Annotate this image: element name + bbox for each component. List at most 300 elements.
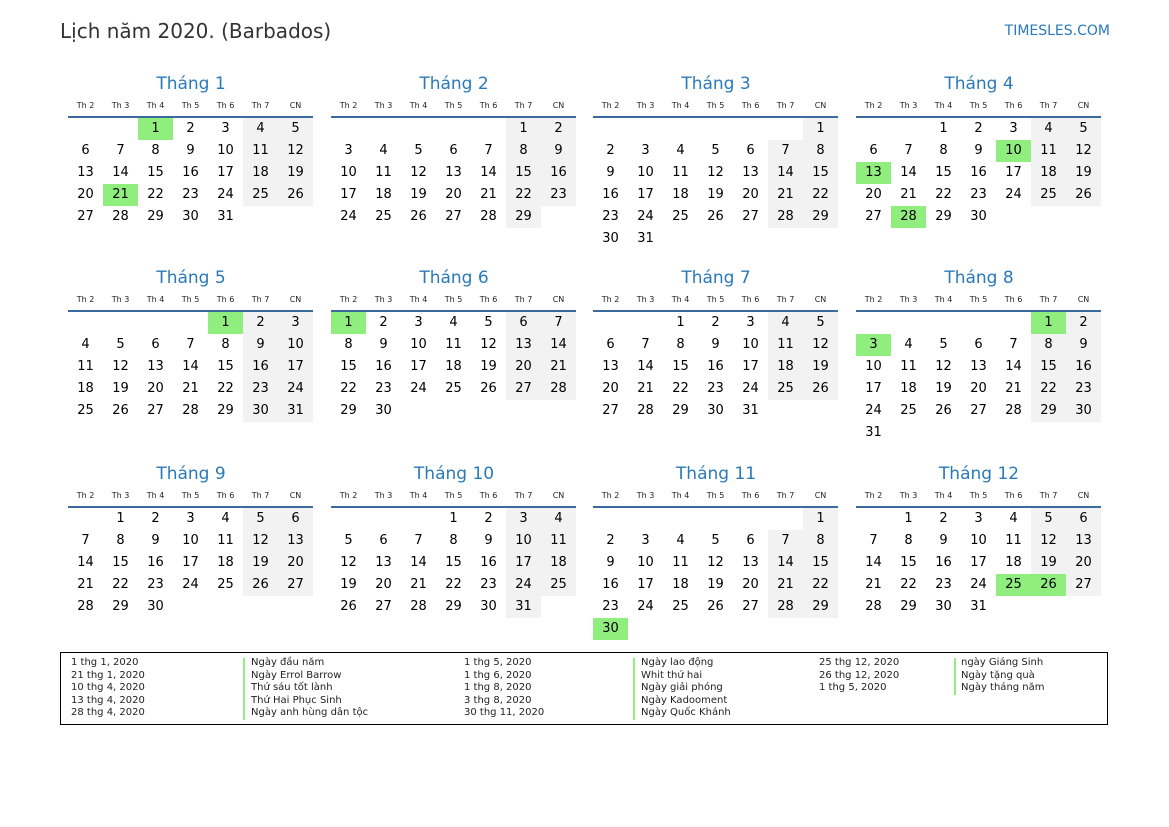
day-cell: 4 bbox=[904, 337, 913, 352]
day-cell: 5 bbox=[484, 315, 493, 330]
day-cell: 25 bbox=[672, 599, 689, 614]
day-cell: 19 bbox=[935, 381, 952, 396]
day-cell: 26 bbox=[803, 378, 838, 400]
day-cell: 6 bbox=[1066, 508, 1101, 530]
holiday-day-cell: 1 bbox=[138, 118, 173, 140]
day-cell: 24 bbox=[340, 209, 357, 224]
day-cell: 23 bbox=[935, 577, 952, 592]
month-11 bbox=[593, 462, 839, 640]
empty-cell bbox=[856, 312, 891, 334]
day-cell: 20 bbox=[278, 552, 313, 574]
day-cell: 2 bbox=[974, 121, 983, 136]
day-cell: 9 bbox=[541, 140, 576, 162]
empty-cell bbox=[926, 312, 961, 334]
site-link[interactable]: TIMESLES.COM bbox=[1004, 23, 1110, 39]
day-cell: 26 bbox=[480, 381, 497, 396]
day-cell: 28 bbox=[637, 403, 654, 418]
day-cell: 22 bbox=[672, 381, 689, 396]
day-cell: 16 bbox=[541, 162, 576, 184]
weekday-label: Th 2 bbox=[864, 491, 883, 500]
weekday-label: CN bbox=[552, 491, 565, 500]
day-cell: 20 bbox=[742, 187, 759, 202]
day-cell: 11 bbox=[1005, 533, 1022, 548]
day-cell: 4 bbox=[449, 315, 458, 330]
day-cell: 24 bbox=[742, 381, 759, 396]
weekday-label: Th 7 bbox=[514, 491, 533, 500]
empty-cell bbox=[103, 312, 138, 334]
day-cell: 18 bbox=[1005, 555, 1022, 570]
day-cell: 17 bbox=[410, 359, 427, 374]
day-cell: 11 bbox=[900, 359, 917, 374]
weekday-label: Th 2 bbox=[76, 101, 95, 110]
day-cell: 1 bbox=[449, 511, 458, 526]
day-cell: 23 bbox=[243, 378, 278, 400]
day-cell: 10 bbox=[637, 555, 654, 570]
day-cell: 5 bbox=[939, 337, 948, 352]
day-cell: 29 bbox=[803, 206, 838, 228]
weekday-label: Th 4 bbox=[934, 295, 953, 304]
day-cell: 16 bbox=[480, 555, 497, 570]
day-cell: 25 bbox=[541, 574, 576, 596]
page-title: Lịch năm 2020. (Barbados) bbox=[60, 19, 332, 43]
day-cell: 2 bbox=[606, 143, 615, 158]
day-cell: 3 bbox=[186, 511, 195, 526]
day-cell: 9 bbox=[606, 555, 615, 570]
day-cell: 22 bbox=[1031, 378, 1066, 400]
weekday-label: Th 6 bbox=[216, 295, 235, 304]
day-cell: 21 bbox=[768, 574, 803, 596]
day-cell: 18 bbox=[243, 162, 278, 184]
weekday-label: Th 4 bbox=[671, 491, 690, 500]
day-cell: 26 bbox=[707, 599, 724, 614]
day-cell: 14 bbox=[112, 165, 129, 180]
weekday-label: Th 6 bbox=[1004, 491, 1023, 500]
legend-holiday-marker bbox=[633, 658, 635, 720]
month-7 bbox=[593, 266, 839, 422]
day-cell: 13 bbox=[970, 359, 987, 374]
day-cell: 8 bbox=[116, 533, 125, 548]
weekday-header bbox=[593, 99, 839, 113]
day-cell: 24 bbox=[637, 209, 654, 224]
day-cell: 8 bbox=[803, 530, 838, 552]
holiday-day-cell: 13 bbox=[856, 162, 891, 184]
day-cell: 26 bbox=[112, 403, 129, 418]
day-cell: 25 bbox=[375, 209, 392, 224]
weekday-label: Th 3 bbox=[111, 101, 130, 110]
weekday-header bbox=[68, 99, 314, 113]
holiday-day-cell: 25 bbox=[996, 574, 1031, 596]
day-cell: 18 bbox=[1031, 162, 1066, 184]
day-cell: 25 bbox=[217, 577, 234, 592]
day-cell: 14 bbox=[1005, 359, 1022, 374]
weekday-label: Th 6 bbox=[741, 295, 760, 304]
day-cell: 16 bbox=[147, 555, 164, 570]
day-cell: 6 bbox=[506, 312, 541, 334]
day-cell: 25 bbox=[1031, 184, 1066, 206]
empty-cell bbox=[768, 508, 803, 530]
month-4 bbox=[856, 72, 1102, 228]
weekday-label: Th 2 bbox=[339, 101, 358, 110]
legend-holiday-marker bbox=[243, 658, 245, 720]
day-cell: 6 bbox=[449, 143, 458, 158]
empty-cell bbox=[733, 118, 768, 140]
day-cell: 26 bbox=[410, 209, 427, 224]
day-cell: 15 bbox=[217, 359, 234, 374]
day-cell: 29 bbox=[506, 206, 541, 228]
weekday-label: Th 7 bbox=[776, 295, 795, 304]
day-cell: 17 bbox=[340, 187, 357, 202]
weekday-label: Th 7 bbox=[514, 101, 533, 110]
day-cell: 23 bbox=[541, 184, 576, 206]
day-cell: 31 bbox=[506, 596, 541, 618]
weekday-label: Th 5 bbox=[706, 295, 725, 304]
day-cell: 26 bbox=[935, 403, 952, 418]
day-cell: 7 bbox=[904, 143, 913, 158]
day-cell: 31 bbox=[970, 599, 987, 614]
day-grid bbox=[593, 508, 839, 640]
day-cell: 2 bbox=[151, 511, 160, 526]
legend-holiday-name: Ngày Errol Barrow bbox=[251, 669, 342, 681]
month-title: Tháng 12 bbox=[938, 464, 1020, 484]
day-cell: 15 bbox=[803, 552, 838, 574]
day-cell: 12 bbox=[243, 530, 278, 552]
day-cell: 9 bbox=[186, 143, 195, 158]
legend-holiday-name: Thứ sáu tốt lành bbox=[251, 682, 333, 694]
month-3 bbox=[593, 72, 839, 250]
day-cell: 11 bbox=[445, 337, 462, 352]
day-cell: 22 bbox=[340, 381, 357, 396]
day-cell: 8 bbox=[449, 533, 458, 548]
day-cell: 27 bbox=[742, 209, 759, 224]
weekday-label: Th 3 bbox=[636, 491, 655, 500]
day-cell: 3 bbox=[641, 533, 650, 548]
day-cell: 29 bbox=[1031, 400, 1066, 422]
day-cell: 7 bbox=[869, 533, 878, 548]
day-cell: 20 bbox=[602, 381, 619, 396]
day-cell: 13 bbox=[506, 334, 541, 356]
weekday-label: Th 2 bbox=[601, 491, 620, 500]
weekday-label: Th 6 bbox=[479, 491, 498, 500]
day-cell: 31 bbox=[278, 400, 313, 422]
day-cell: 30 bbox=[243, 400, 278, 422]
day-cell: 15 bbox=[935, 165, 952, 180]
empty-cell bbox=[628, 118, 663, 140]
day-cell: 19 bbox=[278, 162, 313, 184]
day-cell: 7 bbox=[414, 533, 423, 548]
day-cell: 15 bbox=[672, 359, 689, 374]
day-cell: 22 bbox=[803, 574, 838, 596]
day-grid bbox=[856, 312, 1102, 444]
month-9 bbox=[68, 462, 314, 618]
day-cell: 19 bbox=[1031, 552, 1066, 574]
day-cell: 23 bbox=[480, 577, 497, 592]
day-cell: 9 bbox=[974, 143, 983, 158]
legend-date: 25 thg 12, 2020 bbox=[819, 657, 900, 668]
weekday-header bbox=[331, 293, 577, 307]
day-cell: 23 bbox=[970, 187, 987, 202]
day-cell: 5 bbox=[243, 508, 278, 530]
day-cell: 10 bbox=[637, 165, 654, 180]
weekday-label: Th 4 bbox=[671, 101, 690, 110]
weekday-header bbox=[68, 489, 314, 503]
weekday-header bbox=[331, 99, 577, 113]
weekday-label: Th 4 bbox=[409, 491, 428, 500]
day-cell: 18 bbox=[217, 555, 234, 570]
weekday-label: Th 3 bbox=[636, 101, 655, 110]
day-cell: 25 bbox=[672, 209, 689, 224]
day-cell: 17 bbox=[506, 552, 541, 574]
weekday-label: Th 6 bbox=[216, 491, 235, 500]
day-cell: 15 bbox=[506, 162, 541, 184]
day-cell: 14 bbox=[637, 359, 654, 374]
day-cell: 4 bbox=[379, 143, 388, 158]
legend-date: 28 thg 4, 2020 bbox=[71, 707, 145, 719]
weekday-label: Th 6 bbox=[216, 101, 235, 110]
weekday-header bbox=[856, 293, 1102, 307]
legend-names-column bbox=[641, 657, 731, 720]
weekday-label: Th 6 bbox=[479, 101, 498, 110]
day-cell: 9 bbox=[711, 337, 720, 352]
legend-holiday-name: Ngày lao động bbox=[641, 657, 714, 668]
empty-cell bbox=[593, 508, 628, 530]
weekday-label: Th 2 bbox=[864, 295, 883, 304]
day-cell: 26 bbox=[243, 574, 278, 596]
day-cell: 12 bbox=[278, 140, 313, 162]
day-cell: 29 bbox=[445, 599, 462, 614]
weekday-label: Th 5 bbox=[969, 101, 988, 110]
day-cell: 9 bbox=[606, 165, 615, 180]
day-cell: 24 bbox=[217, 187, 234, 202]
day-cell: 11 bbox=[217, 533, 234, 548]
day-cell: 2 bbox=[711, 315, 720, 330]
day-cell: 10 bbox=[340, 165, 357, 180]
day-cell: 11 bbox=[672, 165, 689, 180]
day-cell: 26 bbox=[278, 184, 313, 206]
day-cell: 20 bbox=[970, 381, 987, 396]
day-cell: 6 bbox=[278, 508, 313, 530]
day-grid bbox=[68, 312, 314, 422]
weekday-label: CN bbox=[289, 101, 302, 110]
day-cell: 11 bbox=[672, 555, 689, 570]
day-cell: 12 bbox=[707, 165, 724, 180]
day-cell: 28 bbox=[768, 596, 803, 618]
empty-cell bbox=[366, 118, 401, 140]
day-cell: 14 bbox=[182, 359, 199, 374]
empty-cell bbox=[173, 312, 208, 334]
empty-cell bbox=[698, 508, 733, 530]
day-cell: 24 bbox=[278, 378, 313, 400]
day-cell: 6 bbox=[746, 533, 755, 548]
weekday-label: Th 3 bbox=[374, 491, 393, 500]
legend-date: 1 thg 5, 2020 bbox=[464, 657, 532, 668]
day-cell: 25 bbox=[243, 184, 278, 206]
day-cell: 15 bbox=[1031, 356, 1066, 378]
day-cell: 17 bbox=[637, 577, 654, 592]
month-title: Tháng 7 bbox=[681, 268, 751, 288]
day-cell: 8 bbox=[1031, 334, 1066, 356]
day-cell: 14 bbox=[865, 555, 882, 570]
weekday-label: Th 7 bbox=[776, 491, 795, 500]
weekday-label: Th 3 bbox=[374, 101, 393, 110]
day-cell: 3 bbox=[506, 508, 541, 530]
weekday-label: Th 3 bbox=[636, 295, 655, 304]
legend-holiday-name: Thứ Hai Phục Sinh bbox=[251, 694, 342, 706]
day-cell: 10 bbox=[865, 359, 882, 374]
empty-cell bbox=[138, 312, 173, 334]
empty-cell bbox=[891, 118, 926, 140]
empty-cell bbox=[593, 312, 628, 334]
day-cell: 21 bbox=[900, 187, 917, 202]
day-cell: 7 bbox=[641, 337, 650, 352]
day-cell: 8 bbox=[506, 140, 541, 162]
month-12 bbox=[856, 462, 1102, 618]
day-cell: 24 bbox=[865, 403, 882, 418]
day-cell: 14 bbox=[541, 334, 576, 356]
day-cell: 23 bbox=[375, 381, 392, 396]
weekday-label: CN bbox=[289, 491, 302, 500]
day-cell: 29 bbox=[112, 599, 129, 614]
month-title: Tháng 1 bbox=[156, 74, 226, 94]
day-cell: 23 bbox=[1066, 378, 1101, 400]
day-cell: 6 bbox=[974, 337, 983, 352]
weekday-header bbox=[331, 489, 577, 503]
day-cell: 26 bbox=[707, 209, 724, 224]
day-cell: 13 bbox=[1066, 530, 1101, 552]
day-cell: 10 bbox=[217, 143, 234, 158]
day-cell: 24 bbox=[506, 574, 541, 596]
legend-date: 1 thg 5, 2020 bbox=[819, 682, 887, 694]
day-cell: 28 bbox=[112, 209, 129, 224]
day-cell: 2 bbox=[186, 121, 195, 136]
day-cell: 18 bbox=[672, 187, 689, 202]
day-cell: 5 bbox=[711, 143, 720, 158]
weekday-label: CN bbox=[1077, 295, 1090, 304]
weekday-label: Th 3 bbox=[111, 491, 130, 500]
legend-names-column bbox=[251, 657, 368, 720]
weekday-header bbox=[593, 293, 839, 307]
day-cell: 18 bbox=[77, 381, 94, 396]
weekday-label: Th 2 bbox=[76, 295, 95, 304]
day-cell: 6 bbox=[81, 143, 90, 158]
month-6 bbox=[331, 266, 577, 422]
day-grid bbox=[68, 508, 314, 618]
weekday-label: Th 5 bbox=[444, 295, 463, 304]
day-cell: 29 bbox=[340, 403, 357, 418]
month-title: Tháng 4 bbox=[944, 74, 1014, 94]
day-cell: 16 bbox=[602, 577, 619, 592]
day-cell: 18 bbox=[375, 187, 392, 202]
day-cell: 11 bbox=[243, 140, 278, 162]
day-cell: 10 bbox=[182, 533, 199, 548]
empty-cell bbox=[856, 508, 891, 530]
day-cell: 4 bbox=[541, 508, 576, 530]
day-cell: 21 bbox=[480, 187, 497, 202]
legend-holiday-name: Ngày anh hùng dân tộc bbox=[251, 707, 369, 719]
day-cell: 24 bbox=[970, 577, 987, 592]
empty-cell bbox=[68, 118, 103, 140]
day-cell: 4 bbox=[243, 118, 278, 140]
weekday-label: Th 4 bbox=[671, 295, 690, 304]
legend-date: 13 thg 4, 2020 bbox=[71, 694, 145, 706]
empty-cell bbox=[768, 118, 803, 140]
day-cell: 7 bbox=[768, 140, 803, 162]
month-10 bbox=[331, 462, 577, 618]
day-cell: 22 bbox=[445, 577, 462, 592]
empty-cell bbox=[436, 118, 471, 140]
day-cell: 3 bbox=[221, 121, 230, 136]
day-cell: 27 bbox=[602, 403, 619, 418]
day-cell: 29 bbox=[147, 209, 164, 224]
day-cell: 28 bbox=[768, 206, 803, 228]
day-cell: 29 bbox=[672, 403, 689, 418]
day-cell: 15 bbox=[803, 162, 838, 184]
legend-holiday-name: Ngày đầu năm bbox=[251, 657, 325, 668]
day-cell: 5 bbox=[414, 143, 423, 158]
day-cell: 8 bbox=[221, 337, 230, 352]
day-grid bbox=[593, 312, 839, 422]
holiday-day-cell: 1 bbox=[331, 312, 366, 334]
empty-cell bbox=[961, 312, 996, 334]
weekday-label: Th 5 bbox=[706, 101, 725, 110]
day-cell: 26 bbox=[340, 599, 357, 614]
day-cell: 2 bbox=[606, 533, 615, 548]
day-cell: 20 bbox=[77, 187, 94, 202]
legend-dates-column bbox=[464, 657, 544, 720]
day-grid bbox=[593, 118, 839, 250]
empty-cell bbox=[331, 118, 366, 140]
legend-holiday-name: Whit thứ hai bbox=[641, 669, 703, 681]
weekday-label: Th 5 bbox=[444, 101, 463, 110]
day-cell: 25 bbox=[77, 403, 94, 418]
day-cell: 13 bbox=[278, 530, 313, 552]
day-cell: 18 bbox=[541, 552, 576, 574]
day-cell: 3 bbox=[344, 143, 353, 158]
legend-holiday-name: Ngày Quốc Khánh bbox=[641, 707, 731, 719]
day-cell: 1 bbox=[939, 121, 948, 136]
day-cell: 23 bbox=[707, 381, 724, 396]
day-cell: 18 bbox=[672, 577, 689, 592]
day-cell: 1 bbox=[803, 118, 838, 140]
day-cell: 15 bbox=[340, 359, 357, 374]
day-cell: 6 bbox=[606, 337, 615, 352]
day-cell: 27 bbox=[147, 403, 164, 418]
empty-cell bbox=[331, 508, 366, 530]
day-cell: 2 bbox=[379, 315, 388, 330]
weekday-label: Th 5 bbox=[181, 101, 200, 110]
day-cell: 19 bbox=[707, 577, 724, 592]
day-cell: 20 bbox=[147, 381, 164, 396]
day-cell: 23 bbox=[602, 599, 619, 614]
day-cell: 6 bbox=[746, 143, 755, 158]
holiday-day-cell: 3 bbox=[856, 334, 891, 356]
day-cell: 20 bbox=[1066, 552, 1101, 574]
day-cell: 9 bbox=[151, 533, 160, 548]
weekday-label: Th 4 bbox=[146, 295, 165, 304]
day-cell: 22 bbox=[803, 184, 838, 206]
weekday-label: Th 2 bbox=[864, 101, 883, 110]
day-cell: 22 bbox=[935, 187, 952, 202]
day-cell: 30 bbox=[147, 599, 164, 614]
day-cell: 20 bbox=[865, 187, 882, 202]
holiday-day-cell: 28 bbox=[891, 206, 926, 228]
day-cell: 11 bbox=[768, 334, 803, 356]
day-cell: 18 bbox=[445, 359, 462, 374]
day-cell: 28 bbox=[480, 209, 497, 224]
day-cell: 20 bbox=[506, 356, 541, 378]
day-cell: 21 bbox=[182, 381, 199, 396]
day-cell: 10 bbox=[410, 337, 427, 352]
month-5 bbox=[68, 266, 314, 422]
